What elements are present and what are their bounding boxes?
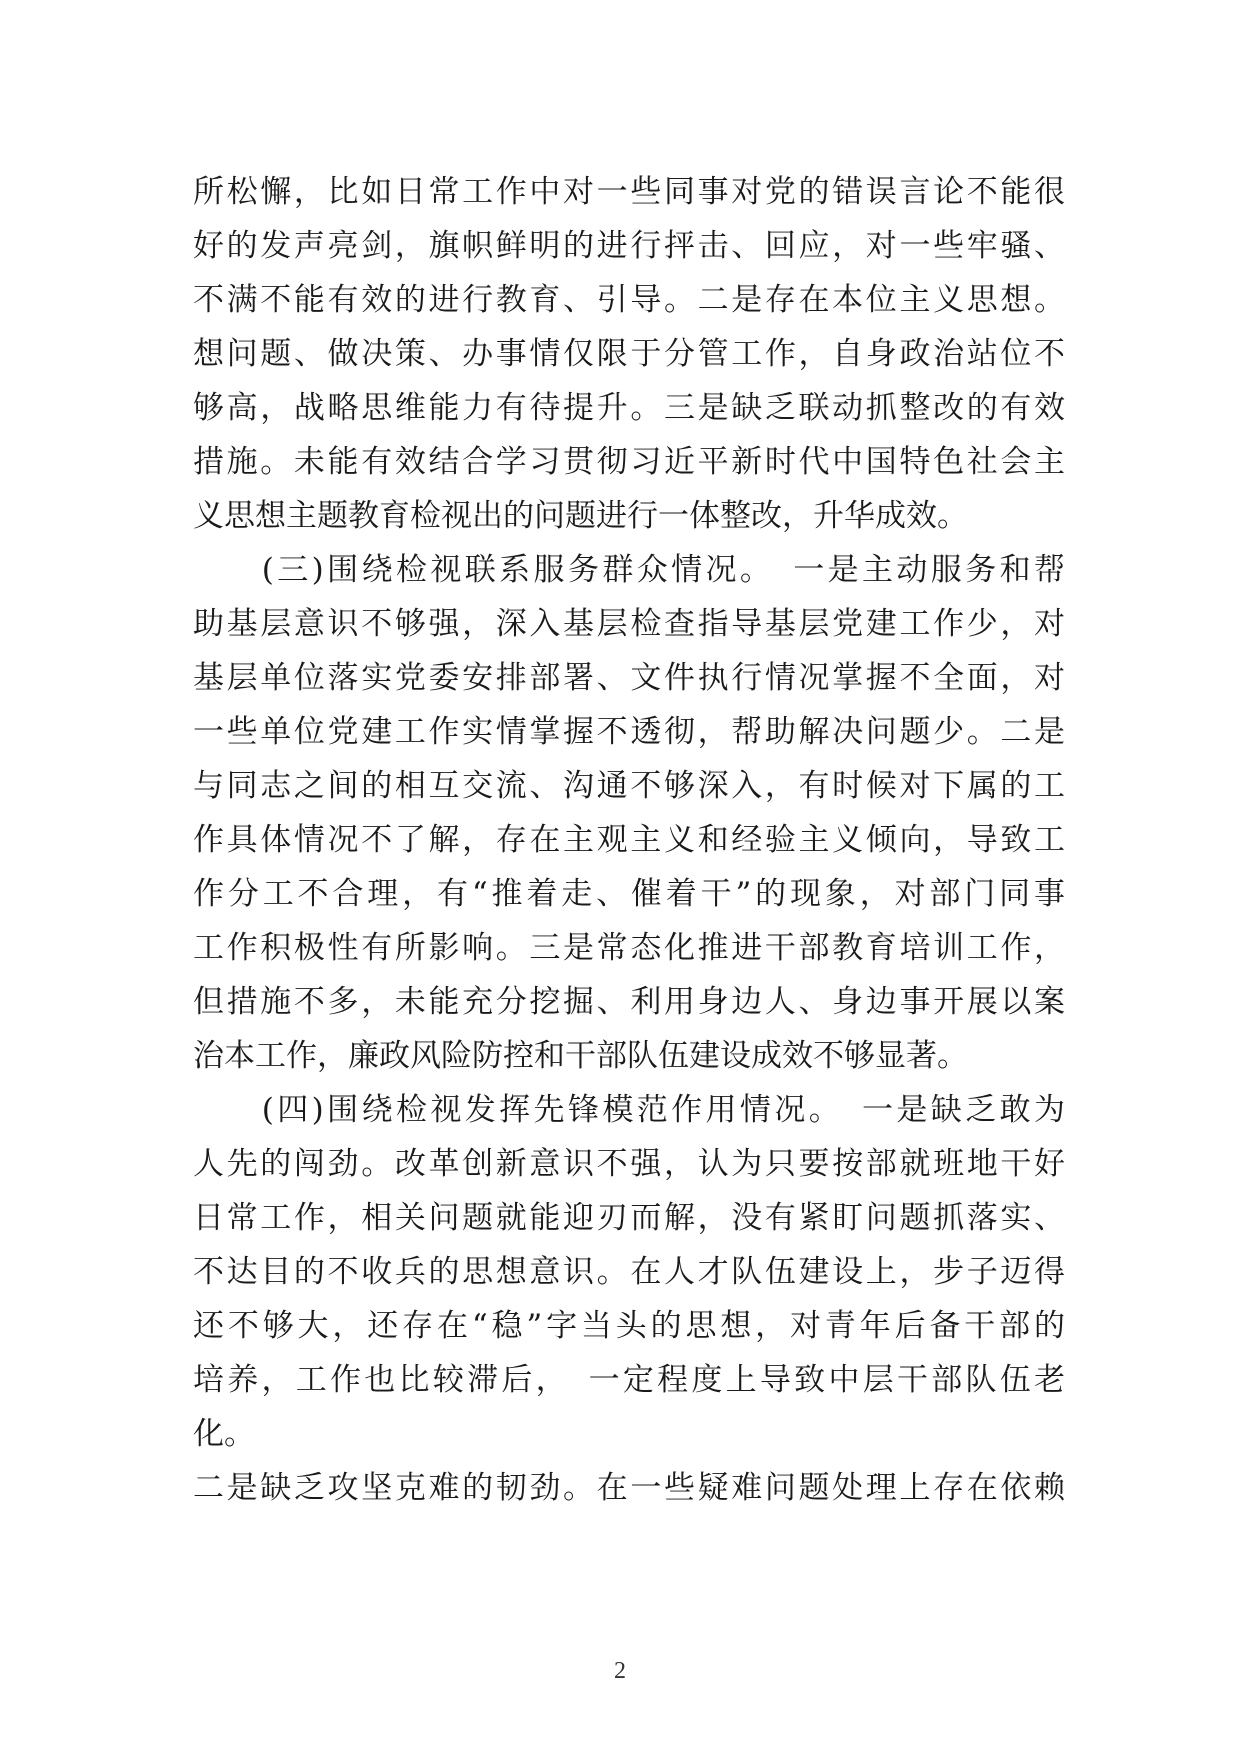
page-number: 2 — [614, 1658, 626, 1684]
text-line: 义思想主题教育检视出的问题进行一体整改，升华成效。 — [193, 498, 968, 534]
text-line: 措施。未能有效结合学习贯彻习近平新时代中国特色社会主 — [193, 444, 1065, 480]
text-line: 所松懈，比如日常工作中对一些同事对党的错误言论不能很 — [193, 174, 1065, 210]
text-line: 作具体情况不了解，存在主观主义和经验主义倾向，导致工 — [193, 822, 1065, 858]
text-line: 一些单位党建工作实情掌握不透彻，帮助解决问题少。二是 — [193, 714, 1065, 750]
text-line: 想问题、做决策、办事情仅限于分管工作，自身政治站位不 — [193, 336, 1065, 372]
text-line: 作分工不合理，有“推着走、催着干”的现象，对部门同事 — [193, 876, 1065, 912]
text-line: 还不够大，还存在“稳”字当头的思想，对青年后备干部的 — [193, 1308, 1065, 1344]
text-line: 治本工作，廉政风险防控和干部队伍建设成效不够显著。 — [193, 1038, 968, 1074]
text-line: 二是缺乏攻坚克难的韧劲。在一些疑难问题处理上存在依赖 — [193, 1470, 1065, 1506]
text-line: 人先的闯劲。改革创新意识不强，认为只要按部就班地干好 — [193, 1146, 1065, 1182]
text-line: 但措施不多，未能充分挖掘、利用身边人、身边事开展以案 — [193, 984, 1065, 1020]
text-line: 工作积极性有所影响。三是常态化推进干部教育培训工作， — [193, 930, 1065, 966]
text-line: 不达目的不收兵的思想意识。在人才队伍建设上，步子迈得 — [193, 1254, 1065, 1290]
text-line: (三)围绕检视联系服务群众情况。 一是主动服务和帮 — [193, 552, 1065, 588]
text-line: (四)围绕检视发挥先锋模范作用情况。 一是缺乏敢为 — [193, 1092, 1065, 1128]
text-line: 日常工作，相关问题就能迎刃而解，没有紧盯问题抓落实、 — [193, 1200, 1065, 1236]
text-line: 够高，战略思维能力有待提升。三是缺乏联动抓整改的有效 — [193, 390, 1065, 426]
body-text — [193, 165, 1065, 1515]
text-line: 与同志之间的相互交流、沟通不够深入，有时候对下属的工 — [193, 768, 1065, 804]
text-line: 培养，工作也比较滞后， 一定程度上导致中层干部队伍老 — [193, 1362, 1065, 1398]
text-line: 基层单位落实党委安排部署、文件执行情况掌握不全面，对 — [193, 660, 1065, 696]
text-line: 化。 — [193, 1416, 255, 1452]
text-line: 不满不能有效的进行教育、引导。二是存在本位主义思想。 — [193, 282, 1065, 318]
text-line: 好的发声亮剑，旗帜鲜明的进行抨击、回应，对一些牢骚、 — [193, 228, 1065, 264]
text-line: 助基层意识不够强，深入基层检查指导基层党建工作少，对 — [193, 606, 1065, 642]
